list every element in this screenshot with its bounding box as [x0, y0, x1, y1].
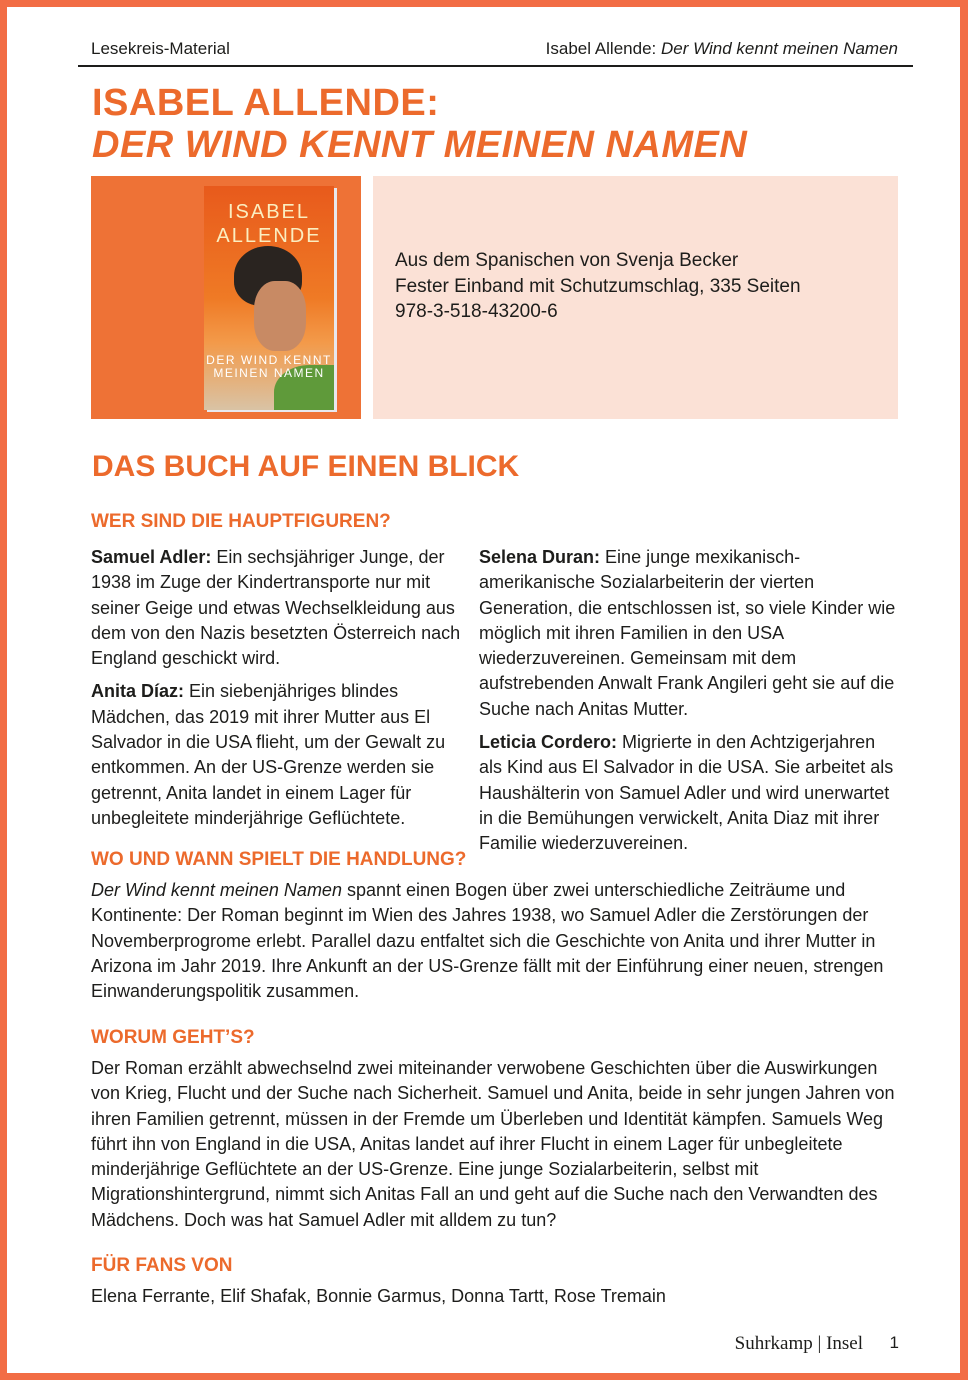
setting-section — [91, 849, 903, 1004]
title-book: DER WIND KENNT MEINEN NAMEN — [92, 124, 748, 166]
characters-heading-wrap — [91, 511, 903, 540]
character-name: Anita Díaz: — [91, 681, 185, 702]
page-number: 1 — [889, 1333, 899, 1352]
fans-section — [91, 1255, 903, 1309]
translation: Aus dem Spanischen von Svenja Becker — [395, 250, 739, 271]
fans-heading: FÜR FANS VON — [91, 1255, 233, 1276]
character-entry — [91, 679, 463, 831]
character-name: Leticia Cordero: — [479, 732, 618, 753]
characters-right-column — [479, 545, 901, 865]
setting-text — [91, 878, 903, 1004]
setting-heading: WO UND WANN SPIELT DIE HANDLUNG? — [91, 849, 467, 870]
publisher-logo: Suhrkamp | Insel — [734, 1333, 863, 1354]
format: Fester Einband mit Schutzumschlag, 335 Seiten — [395, 275, 801, 297]
cover-title: DER WIND KENNT MEINEN NAMEN — [206, 353, 332, 380]
plot-text: Der Roman erzählt abwechselnd zwei miteinander verwobene Geschichten über die Auswirkungen von Krieg, Flucht und der Suche nach Sicherheit. Samuel und Anita, beide in sehr jungen Jahren von ihren Familien getrennt, müssen in der Fremde um Überleben und Identität kämpfen. Samuels Weg führt ihn von England in die USA, Anitas landet auf ihrer Flucht in einem Lager für unbegleitete minderjährige Geflüchtete an der US-Grenze. Eine junge Sozialarbeiterin, selbst mit Migrationshintergrund, nimmt sich Anitas Fall an und geht auf die Suche nach den Verwandten des Mädchens. Doch was hat Samuel Adler mit alldem zu tun? — [91, 1058, 895, 1230]
section-title: DAS BUCH AUF EINEN BLICK — [92, 450, 520, 483]
isbn: 978-3-518-43200-6 — [395, 301, 558, 322]
characters-left-column — [91, 545, 463, 839]
fans-text: Elena Ferrante, Elif Shafak, Bonnie Garmus, Donna Tartt, Rose Tremain — [91, 1286, 666, 1306]
cover-panel — [91, 176, 361, 419]
book-info-box — [373, 176, 898, 419]
characters-heading: WER SIND DIE HAUPTFIGUREN? — [91, 511, 391, 532]
character-entry — [91, 545, 463, 671]
cover-face — [254, 281, 306, 351]
character-text: Ein sechsjähriger Junge, der 1938 im Zuge der Kindertransporte nur mit seiner Geige und etwas Wechselkleidung aus dem von den Nazis besetzten Österreich nach England geschickt wird. — [91, 547, 461, 669]
setting-body: spannt einen Bogen über zwei unterschiedliche Zeiträume und Kontinente: Der Roman beginnt im Wien des Jahres 1938, wo Samuel Adler die Zerstörungen der Novemberprogrome erlebt. Parallel dazu entfaltet sich die Geschichte von Anita und ihrer Mutter in Arizona im Jahr 2019. Ihre Ankunft an der US-Grenze fällt mit der Einführung einer neuen, strengen Einwanderungspolitik zusammen. — [91, 880, 884, 1002]
book-cover-image — [204, 186, 334, 410]
setting-book-title: Der Wind kennt meinen Namen — [91, 880, 342, 900]
header-rule — [78, 65, 913, 67]
plot-heading: WORUM GEHT’S? — [91, 1027, 255, 1048]
page-title — [92, 82, 747, 166]
cover-author: ISABEL ALLENDE — [216, 201, 322, 247]
title-author: ISABEL ALLENDE: — [92, 82, 440, 124]
character-entry — [479, 545, 901, 722]
header-book-title: Der Wind kennt meinen Namen — [660, 39, 898, 58]
header-left: Lesekreis-Material — [91, 39, 230, 58]
character-entry — [479, 730, 901, 856]
character-name: Selena Duran: — [479, 547, 601, 567]
character-name: Samuel Adler: — [91, 547, 212, 567]
character-text: Migrierte in den Achtzigerjahren als Kind aus El Salvador in die USA. Sie arbeitet als Haushälterin von Samuel Adler und wird unerwartet in die Bemühungen verwickelt, Anita Diaz mit ihrer Familie wiederzuvereinen. — [479, 732, 894, 854]
header-right — [546, 39, 898, 59]
character-text: Ein siebenjähriges blindes Mädchen, das 2019 mit ihrer Mutter aus El Salvador in die USA flieht, um der Gewalt zu entkommen. An der US-Grenze werden sie getrennt, Anita landet in einem Lager für unbegleitete minderjährige Geflüchtete. — [91, 681, 446, 828]
plot-section — [91, 1027, 903, 1233]
header-author: Isabel Allende: — [545, 39, 661, 58]
character-text: Eine junge mexikanisch-amerikanische Sozialarbeiterin der vierten Generation, die entschlossen ist, so viele Kinder wie möglich mit ihren Familien in den USA wiederzuvereinen. Gemeinsam mit dem aufstrebenden Anwalt Frank Angileri geht sie auf die Suche nach Anitas Mutter. — [479, 547, 896, 719]
